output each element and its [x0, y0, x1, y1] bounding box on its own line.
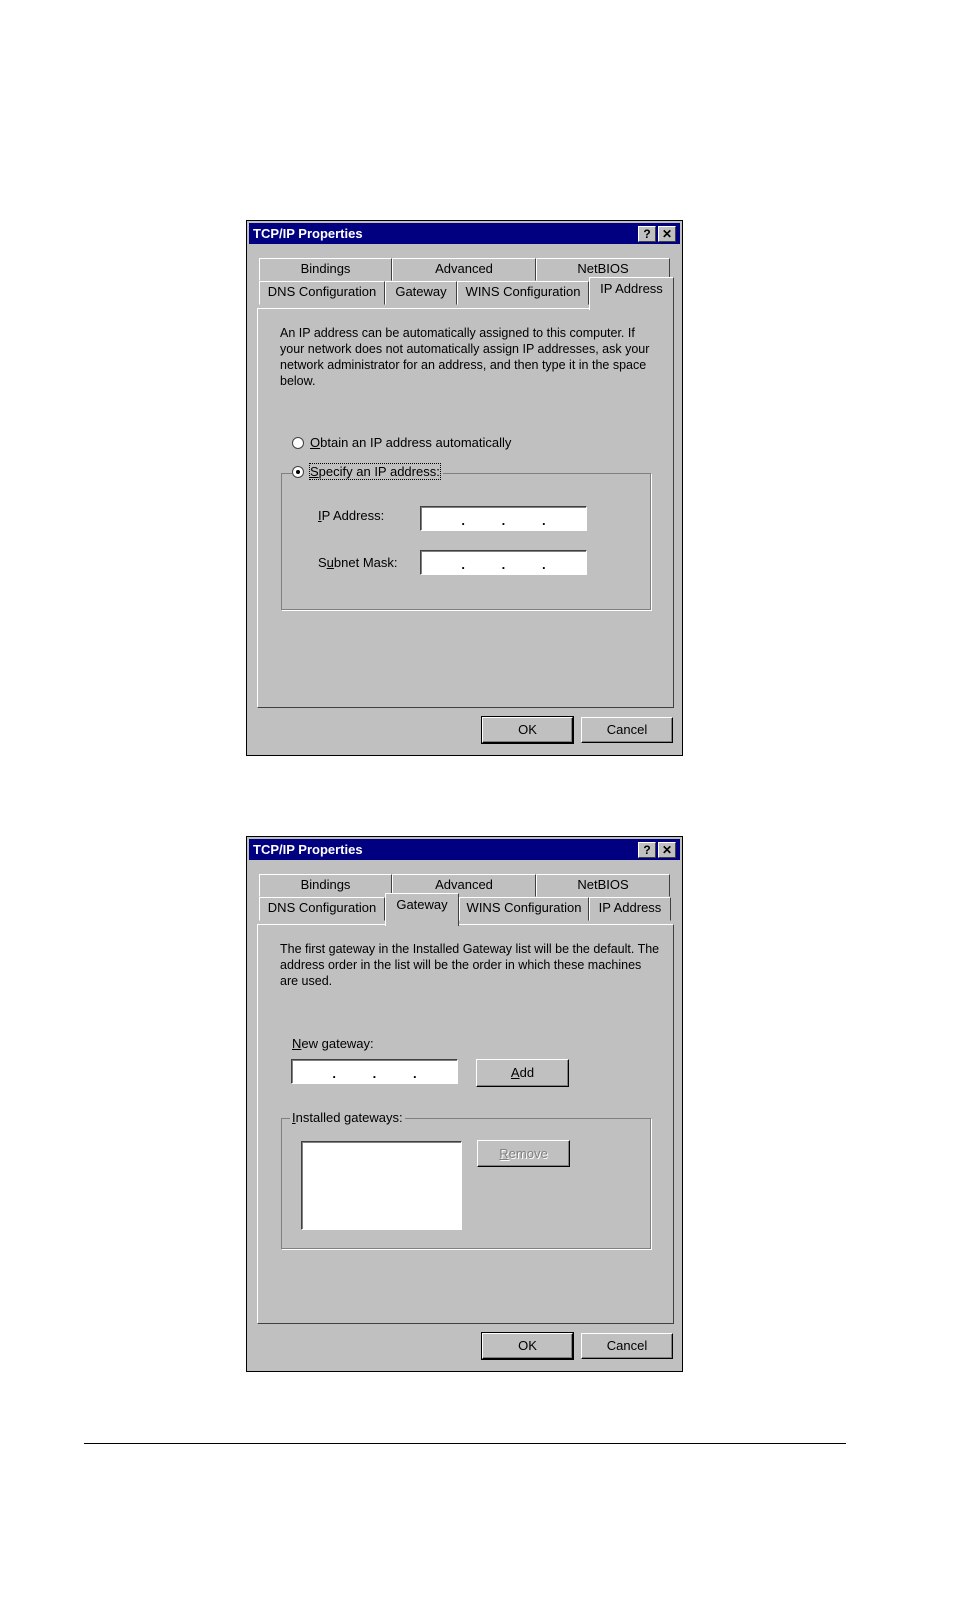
ok-button[interactable]: OK — [482, 717, 573, 743]
add-button[interactable]: Add — [476, 1059, 569, 1087]
tab-advanced[interactable]: Advanced — [392, 258, 536, 281]
tab-gateway[interactable]: Gateway — [385, 893, 459, 926]
installed-gateways-groupbox — [281, 1110, 651, 1249]
radio-obtain-ip-automatically[interactable] — [292, 435, 514, 450]
ip-description: An IP address can be automatically assigned to this computer. If your network does not automatically assign IP addresses, ask your network administrator for an address, and then type it in the space below. — [280, 326, 650, 388]
installed-gateways-list[interactable] — [301, 1141, 462, 1230]
ip-address-input[interactable]: . . . — [420, 506, 587, 531]
tab-panel-gateway — [257, 924, 674, 1324]
installed-gateways-label: Installed gateways: — [292, 1110, 403, 1125]
close-button[interactable]: ✕ — [658, 226, 676, 242]
tab-ip-address[interactable]: IP Address — [589, 277, 674, 310]
radio-circle — [292, 437, 304, 449]
tab-ip-address[interactable]: IP Address — [589, 897, 671, 921]
radio-obtain-label: Obtain an IP address automatically — [310, 435, 512, 450]
tab-advanced[interactable]: Advanced — [392, 874, 536, 897]
tcpip-properties-dialog-ip — [246, 220, 683, 756]
new-gateway-input[interactable]: . . . — [291, 1059, 458, 1084]
tab-panel-ip-address — [257, 308, 674, 708]
tab-wins-configuration[interactable]: WINS Configuration — [459, 897, 589, 921]
subnet-mask-input[interactable]: . . . — [420, 550, 587, 575]
title-bar — [249, 223, 680, 244]
remove-button[interactable]: Remove — [477, 1140, 570, 1167]
tab-wins-configuration[interactable]: WINS Configuration — [457, 281, 589, 305]
help-button[interactable]: ? — [638, 226, 656, 242]
tab-gateway[interactable]: Gateway — [385, 281, 457, 305]
tab-netbios[interactable]: NetBIOS — [536, 258, 670, 281]
page-footer-rule — [84, 1443, 846, 1444]
tab-netbios[interactable]: NetBIOS — [536, 874, 670, 897]
gateway-description: The first gateway in the Installed Gateway list will be the default. The address order in the list will be the order in which these machines are used. — [280, 942, 660, 988]
radio-circle-checked — [292, 466, 304, 478]
new-gateway-label: New gateway: — [292, 1036, 374, 1051]
cancel-button[interactable]: Cancel — [581, 717, 673, 743]
radio-specify-label: Specify an IP address: — [310, 464, 440, 479]
specify-ip-groupbox — [281, 473, 651, 610]
subnet-mask-label: Subnet Mask: — [318, 555, 398, 570]
ok-button[interactable]: OK — [482, 1333, 573, 1359]
title-bar — [249, 839, 680, 860]
tcpip-properties-dialog-gateway — [246, 836, 683, 1372]
tab-dns-configuration[interactable]: DNS Configuration — [259, 897, 385, 921]
tab-bindings[interactable]: Bindings — [259, 258, 392, 281]
radio-specify-ip-address[interactable] — [292, 464, 443, 479]
dialog-title: TCP/IP Properties — [253, 842, 363, 857]
tab-dns-configuration[interactable]: DNS Configuration — [259, 281, 385, 305]
cancel-button[interactable]: Cancel — [581, 1333, 673, 1359]
ip-address-label: IP Address: — [318, 508, 385, 523]
close-button[interactable]: ✕ — [658, 842, 676, 858]
help-button[interactable]: ? — [638, 842, 656, 858]
tab-bindings[interactable]: Bindings — [259, 874, 392, 897]
dialog-title: TCP/IP Properties — [253, 226, 363, 241]
